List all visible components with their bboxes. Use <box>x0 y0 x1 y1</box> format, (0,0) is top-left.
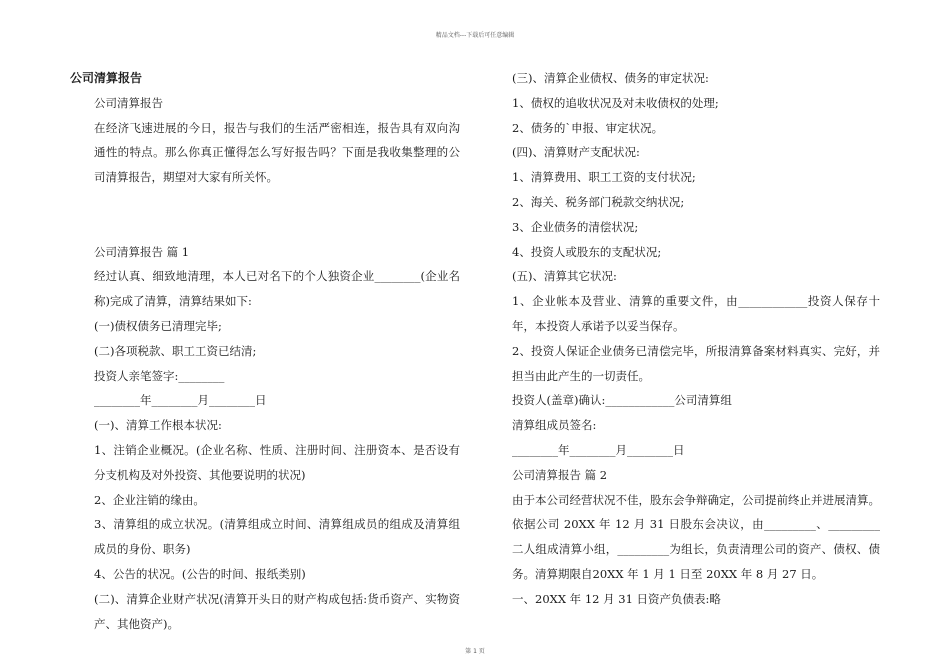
paragraph: 1、注销企业概况。(企业名称、性质、注册时间、注册资本、是否设有分支机构及对外投资、其他要说明的状况) <box>94 442 460 482</box>
paragraph: (二)、清算企业财产状况(清算开头日的财产构成包括:货币资产、实物资产、其他资产)。 <box>94 591 460 631</box>
date-line: ________年________月________日 <box>512 442 685 457</box>
paragraph: 2、债务的`申报、审定状况。 <box>512 120 664 135</box>
spacer <box>70 190 460 215</box>
signature-line: 投资人亲笔签字:________ <box>94 368 225 383</box>
paragraph: 清算组成员签名: <box>512 418 597 433</box>
paragraph: 由于本公司经营状况不佳，股东会争辩确定，公司提前终止并进展清算。依据公司 20XX 年 12 月 31 日股东会决议，由_________、_________二人组成清算小组，_________为组长，负责清理公司的资产、债权、债务。清算期限自20XX 年 1 月 1 日至 20XX 年 8 月 27 日。 <box>512 492 880 581</box>
paragraph: (二)各项税款、职工工资已结清; <box>94 343 257 358</box>
left-column <box>70 66 460 636</box>
paragraph: 一、20XX 年 12 月 31 日资产负债表:略 <box>512 591 721 606</box>
paragraph: (一)债权债务已清理完毕; <box>94 318 222 333</box>
paragraph: 经过认真、细致地清理，本人已对名下的个人独资企业________(企业名称)完成了清算，清算结果如下: <box>94 269 460 309</box>
paragraph: 2、企业注销的缘由。 <box>94 492 205 507</box>
paragraph: (三)、清算企业债权、债务的审定状况: <box>512 71 709 85</box>
paragraph: (四)、清算财产支配状况: <box>512 145 640 160</box>
paragraph: 1、企业帐本及营业、清算的重要文件，由____________投资人保存十年，本投资人承诺予以妥当保存。 <box>512 294 880 333</box>
right-column <box>488 66 880 612</box>
paragraph: 公司清算报告 <box>94 95 163 110</box>
paragraph: 2、投资人保证企业债务已清偿完毕，所报清算备案材料真实、完好，并担当由此产生的一切责任。 <box>512 343 880 383</box>
paragraph: 投资人(盖章)确认:____________公司清算组 <box>512 393 732 408</box>
paragraph: 3、企业债务的清偿状况; <box>512 219 639 234</box>
date-line: ________年________月________日 <box>94 393 267 408</box>
paragraph: 2、海关、税务部门税款交纳状况; <box>512 194 685 209</box>
page-header: 精品文档---下载后可任意编辑 <box>435 32 515 39</box>
paragraph: 4、公告的状况。(公告的时间、报纸类别) <box>94 566 306 581</box>
spacer <box>70 215 460 240</box>
paragraph: 4、投资人或股东的支配状况; <box>512 244 662 259</box>
paragraph: (五)、清算其它状况: <box>512 269 617 284</box>
paragraph: 3、清算组的成立状况。(清算组成立时间、清算组成员的组成及清算组成员的身份、职务) <box>94 517 460 557</box>
intro-paragraph: 在经济飞速进展的今日，报告与我们的生活严密相连，报告具有双向沟通性的特点。那么你真正懂得怎么写好报告吗？下面是我收集整理的公司清算报告，期望对大家有所关怀。 <box>94 120 460 185</box>
paragraph: 1、债权的追收状况及对未收债权的处理; <box>512 95 719 110</box>
paragraph: (一)、清算工作根本状况: <box>94 418 222 433</box>
document-title: 公司清算报告 <box>70 71 143 85</box>
section-heading: 公司清算报告 篇 1 <box>94 244 190 259</box>
paragraph: 1、清算费用、职工工资的支付状况; <box>512 170 696 185</box>
page-number: 第 1 页 <box>465 648 485 655</box>
section-heading: 公司清算报告 篇 2 <box>512 467 608 482</box>
